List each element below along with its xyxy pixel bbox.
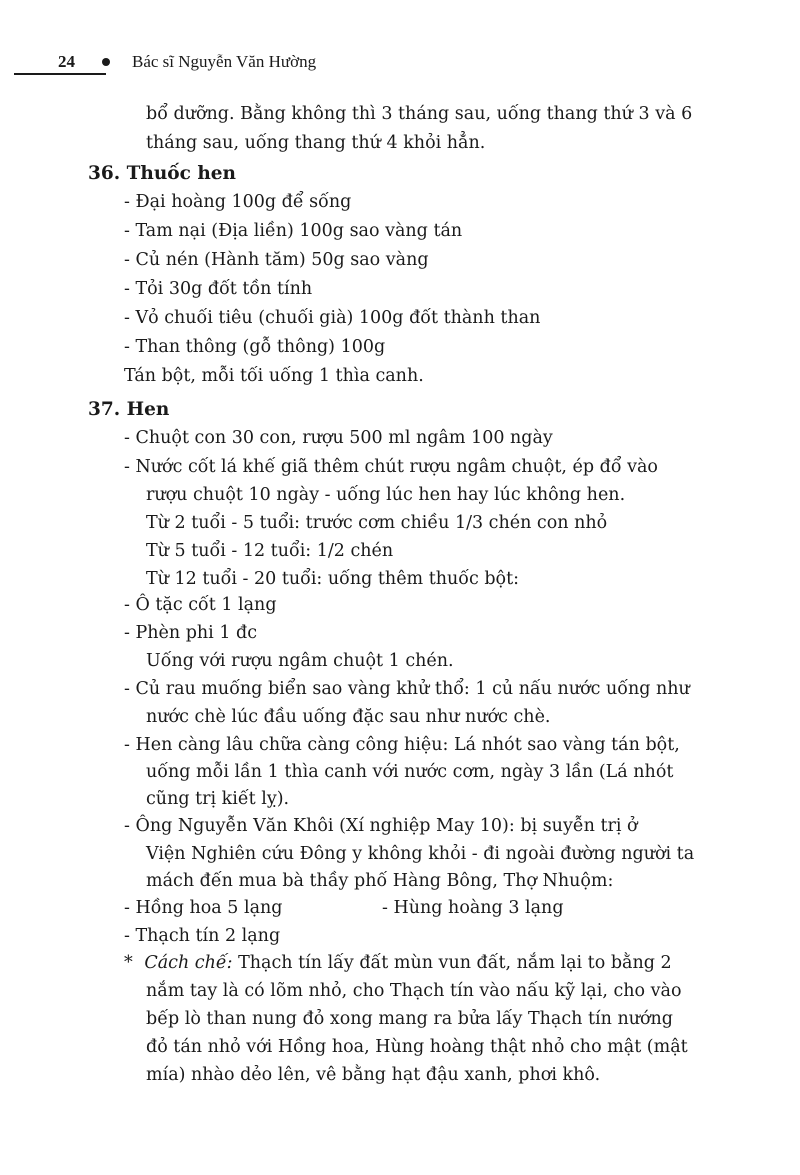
section-heading-36: 36. Thuốc hen bbox=[88, 163, 237, 184]
list-item: - Thạch tín 2 lạng bbox=[124, 926, 281, 946]
list-item: - Nước cốt lá khế giã thêm chút rượu ngâm chuột, ép đổ vào bbox=[124, 457, 658, 477]
text-line: rượu chuột 10 ngày - uống lúc hen hay lúc không hen. bbox=[146, 485, 626, 505]
list-item: - Chuột con 30 con, rượu 500 ml ngâm 100 ngày bbox=[124, 428, 553, 448]
method-text: Thạch tín lấy đất mùn vun đất, nắm lại to bằng 2 bbox=[232, 953, 672, 973]
list-item: - Củ rau muống biển sao vàng khử thổ: 1 củ nấu nước uống như bbox=[124, 679, 690, 699]
bullet-dot-icon bbox=[102, 58, 110, 66]
text-line: mía) nhào dẻo lên, vê bằng hạt đậu xanh, phơi khô. bbox=[146, 1065, 601, 1085]
list-item: - Tỏi 30g đốt tồn tính bbox=[124, 279, 313, 299]
text-line: Từ 2 tuổi - 5 tuổi: trước cơm chiều 1/3 chén con nhỏ bbox=[146, 513, 608, 533]
section-heading-37: 37. Hen bbox=[88, 399, 170, 420]
text-line: tháng sau, uống thang thứ 4 khỏi hẳn. bbox=[146, 133, 486, 153]
list-item: - Đại hoàng 100g để sống bbox=[124, 192, 352, 212]
page-number: 24 bbox=[58, 52, 75, 71]
text-line: mách đến mua bà thầy phố Hàng Bông, Thợ Nhuộm: bbox=[146, 871, 614, 891]
text-line: Tán bột, mỗi tối uống 1 thìa canh. bbox=[124, 366, 424, 386]
text-line: Từ 5 tuổi - 12 tuổi: 1/2 chén bbox=[146, 541, 394, 561]
list-item: - Vỏ chuối tiêu (chuối già) 100g đốt thành than bbox=[124, 308, 541, 328]
text-line: cũng trị kiết lỵ). bbox=[146, 789, 290, 809]
text-line: Uống với rượu ngâm chuột 1 chén. bbox=[146, 651, 454, 671]
text-line: nắm tay là có lõm nhỏ, cho Thạch tín vào nấu kỹ lại, cho vào bbox=[146, 981, 682, 1001]
list-item: - Ô tặc cốt 1 lạng bbox=[124, 595, 277, 615]
list-item: - Hồng hoa 5 lạng bbox=[124, 898, 283, 918]
list-item: - Củ nén (Hành tăm) 50g sao vàng bbox=[124, 250, 429, 270]
running-header-author: Bác sĩ Nguyễn Văn Hường bbox=[132, 52, 317, 71]
asterisk-marker: * bbox=[124, 953, 133, 973]
list-item: - Tam nại (Địa liền) 100g sao vàng tán bbox=[124, 221, 463, 241]
text-line: uống mỗi lần 1 thìa canh với nước cơm, ngày 3 lần (Lá nhót bbox=[146, 762, 674, 782]
header-rule bbox=[14, 73, 106, 75]
text-line: nước chè lúc đầu uống đặc sau như nước chè. bbox=[146, 707, 551, 727]
list-item: - Ông Nguyễn Văn Khôi (Xí nghiệp May 10): bị suyễn trị ở bbox=[124, 816, 638, 836]
method-line bbox=[124, 949, 672, 978]
text-line: Viện Nghiên cứu Đông y không khỏi - đi ngoài đường người ta bbox=[146, 844, 695, 864]
text-line: đỏ tán nhỏ với Hồng hoa, Hùng hoàng thật nhỏ cho mật (mật bbox=[146, 1037, 688, 1057]
text-line: bếp lò than nung đỏ xong mang ra bửa lấy Thạch tín nướng bbox=[146, 1009, 674, 1029]
list-item: - Hùng hoàng 3 lạng bbox=[382, 898, 564, 918]
list-item: - Phèn phi 1 đc bbox=[124, 623, 258, 643]
text-line: Từ 12 tuổi - 20 tuổi: uống thêm thuốc bột: bbox=[146, 569, 520, 589]
list-item: - Hen càng lâu chữa càng công hiệu: Lá nhót sao vàng tán bột, bbox=[124, 735, 680, 755]
method-label: Cách chế: bbox=[144, 953, 233, 973]
text-line: bổ dưỡng. Bằng không thì 3 tháng sau, uống thang thứ 3 và 6 bbox=[146, 104, 693, 124]
page-header bbox=[14, 52, 414, 76]
list-item: - Than thông (gỗ thông) 100g bbox=[124, 337, 386, 357]
